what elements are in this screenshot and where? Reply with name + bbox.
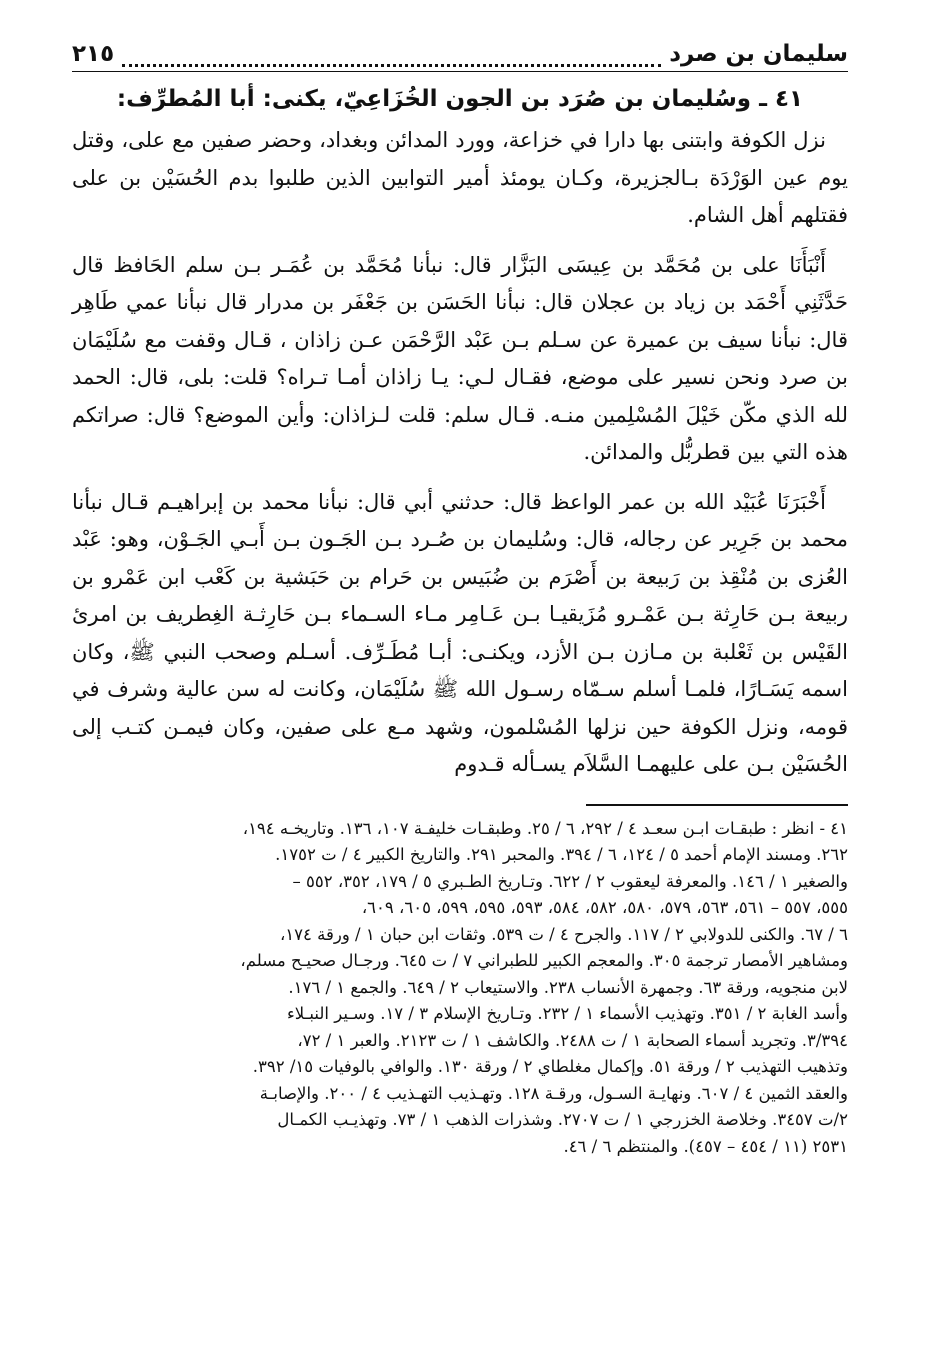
paragraph: أَخْبَرَنَا عُبَيْد الله بن عمر الواعظ قال: حدثني أبي قال: نبأنا محمد بن إبراهيـم قـال نبأنا محمد بن جَرِير عن رجاله، قال: وسُليمان بن صُـرد بـن الجَـون بـن أَبـي الجَـوْن، وهو: عَبْد العُزى بن مُنْقِذ بن رَبيعة بن أَصْرَم بن ضُبَيس بن حَرام بن حَبَشية بن كَعْب ابن عَمْرو بن ربيعة بـن حَارِثة بـن عَمْـرو مُزَيقيـا بـن عَـامِر مـاء السـماء بـن حَارِثـة الغِطريف بن امرئ القَيْس بن ثَعْلبة بن مـازن بـن الأزد، ويكنـى: أبـا مُطَـرِّف. أسـلم وصحب النبي ﷺ، وكان اسمه يَسَـارًا، فلمـا أسلم سـمّاه رسـول الله ﷺ سُلَيْمَان، وكانت له سن عالية وشرف في قومه، ونزل الكوفة حين نزلها المُسْلمون، وشهد مـع على صفين، وكان فيمـن كتـب إلى الحُسَيْن بـن على عليهمـا السَّلاَم يسـأله قـدوم xyxy=(72,489,849,776)
entry-heading: ٤١ ـ وسُليمان بن صُرَد بن الجون الخُزَاعِيّ، يكنى: أبا المُطرِّف: xyxy=(116,86,804,112)
footnote-line: ومشاهير الأمصار ترجمة ٣٠٥. والمعجم الكبير للطبراني ٧ / ت ٦٤٥. ورجـال صحيـح مسلم، xyxy=(240,951,848,970)
paragraph: أَنْبَأَنَا على بن مُحَمَّد بن عِيسَى البَزَّار قال: نبأنا مُحَمَّد بن عُمَـر بـن سلم الحَافظ قال حَدَّثَنِي أَحْمَد بن زياد بن عجلان قال: نبأنا الحَسَن بن جَعْفَر بن مدرار قال نبأنا عمي طَاهِر قال: نبأنا سيف بن عميرة عن سـلم بـن عَبْد الرَّحْمَن عـن زاذان ، قـال وقفت مع سُلَيْمَان بن صرد ونحن نسير على موضع، فقـال لـي: يـا زاذان أمـا تـراه؟ قلت: بلى، قال: الحمد لله الذي مكّن خَيْلَ المُسْلِمين منـه. قـال سلم: قلت لـزاذان: وأين الموضع؟ قال: صراتكم هذه التي بين قطربُّل والمدائن. xyxy=(72,252,848,464)
footnote-line: ٤١ - انظر : طبقـات ابـن سعـد ٤ / ٢٩٢، ٦ / ٢٥. وطبقـات خليفـة ١٠٧، ١٣٦. وتاريخـه ١٩٤، xyxy=(242,818,848,838)
footnote-line: ٢/ت ٣٤٥٧. وخلاصة الخزرجي ١ / ت ٢٧٠٧. وشذرات الذهب ١ / ٧٣. وتهذيـب الكمـال xyxy=(277,1110,848,1129)
footnote-line: ٥٥٥، ٥٥٧ – ٥٦١، ٥٦٣، ٥٧٩، ٥٨٠، ٥٨٢، ٥٨٤، ٥٩٣، ٥٩٥، ٥٩٩، ٦٠٥، ٦٠٩، xyxy=(361,898,848,917)
footnote-line: والعقد الثمين ٤ / ٦٠٧. ونهايـة السـول، ورقـة ١٢٨. وتهـذيب التهـذيب ٤ / ٢٠٠. والإصابـة xyxy=(259,1083,848,1103)
paragraph: نزل الكوفة وابتنى بها دارا في خزاعة، وورد المدائن وبغداد، وحضر صفين مع على، وقتل يوم عين الوَرْدَة بـالجزيرة، وكـان يومئذ أمير التوابين الذين طلبوا بدم الحُسَيْن بن على فقتلهم أهل الشام. xyxy=(72,128,848,227)
page-number: ٢١٥ xyxy=(72,41,115,67)
leader-dots xyxy=(122,48,661,67)
running-title: سليمان بن صرد xyxy=(669,41,848,67)
footnote-line: ٢٥٣١ (١١ / ٤٥٤ – ٤٥٧). والمنتظم ٦ / ٤٦. xyxy=(563,1136,848,1156)
footnote-line: وأسد الغابة ٢ / ٣٥١. وتهذيب الأسماء ١ / ٢٣٢. وتـاريخ الإسلام ٣ / ١٧. وسـير النبـلاء xyxy=(286,1004,848,1023)
footnote-line: ٦ / ٦٧. والكنى للدولابي ٢ / ١١٧. والجرح ٤ / ت ٥٣٩. وثقات ابن حبان ١ / ورقة ١٧٤، xyxy=(279,924,848,944)
footnote-line: ٢٦٢. ومسند الإمام أحمد ٥ / ١٢٤، ٦ / ٣٩٤. والمحبر ٢٩١. والتاريخ الكبير ٤ / ت ١٧٥٢. xyxy=(275,845,848,864)
footnote-line: والصغير ١ / ١٤٦. والمعرفة ليعقوب ٢ / ٦٢٢. وتـاريخ الطـبري ٥ / ١٧٩، ٣٥٢، ٥٥٢ – xyxy=(292,871,848,891)
footnote-line: لابن منجويه، ورقة ٦٣. وجمهرة الأنساب ٢٣٨. والاستيعاب ٢ / ٦٤٩. والجمع ١ / ١٧٦. xyxy=(288,977,848,997)
footnote-separator xyxy=(586,804,848,806)
footnote-line: وتذهيب التهذيب ٢ / ورقة ٥١. وإكمال مغلطاي ٢ / ورقة ١٣٠. والوافي بالوفيات ١٥/ ٣٩٢. xyxy=(252,1057,848,1076)
footnote-line: ٣/٣٩٤. وتجريد أسماء الصحابة ١ / ت ٢٤٨٨. والكاشف ١ / ت ٢١٢٣. والعبر ١ / ٧٢، xyxy=(297,1030,848,1050)
book-page xyxy=(72,28,848,1338)
running-header xyxy=(72,28,848,72)
footnotes xyxy=(72,816,848,1161)
body-text xyxy=(72,122,848,784)
